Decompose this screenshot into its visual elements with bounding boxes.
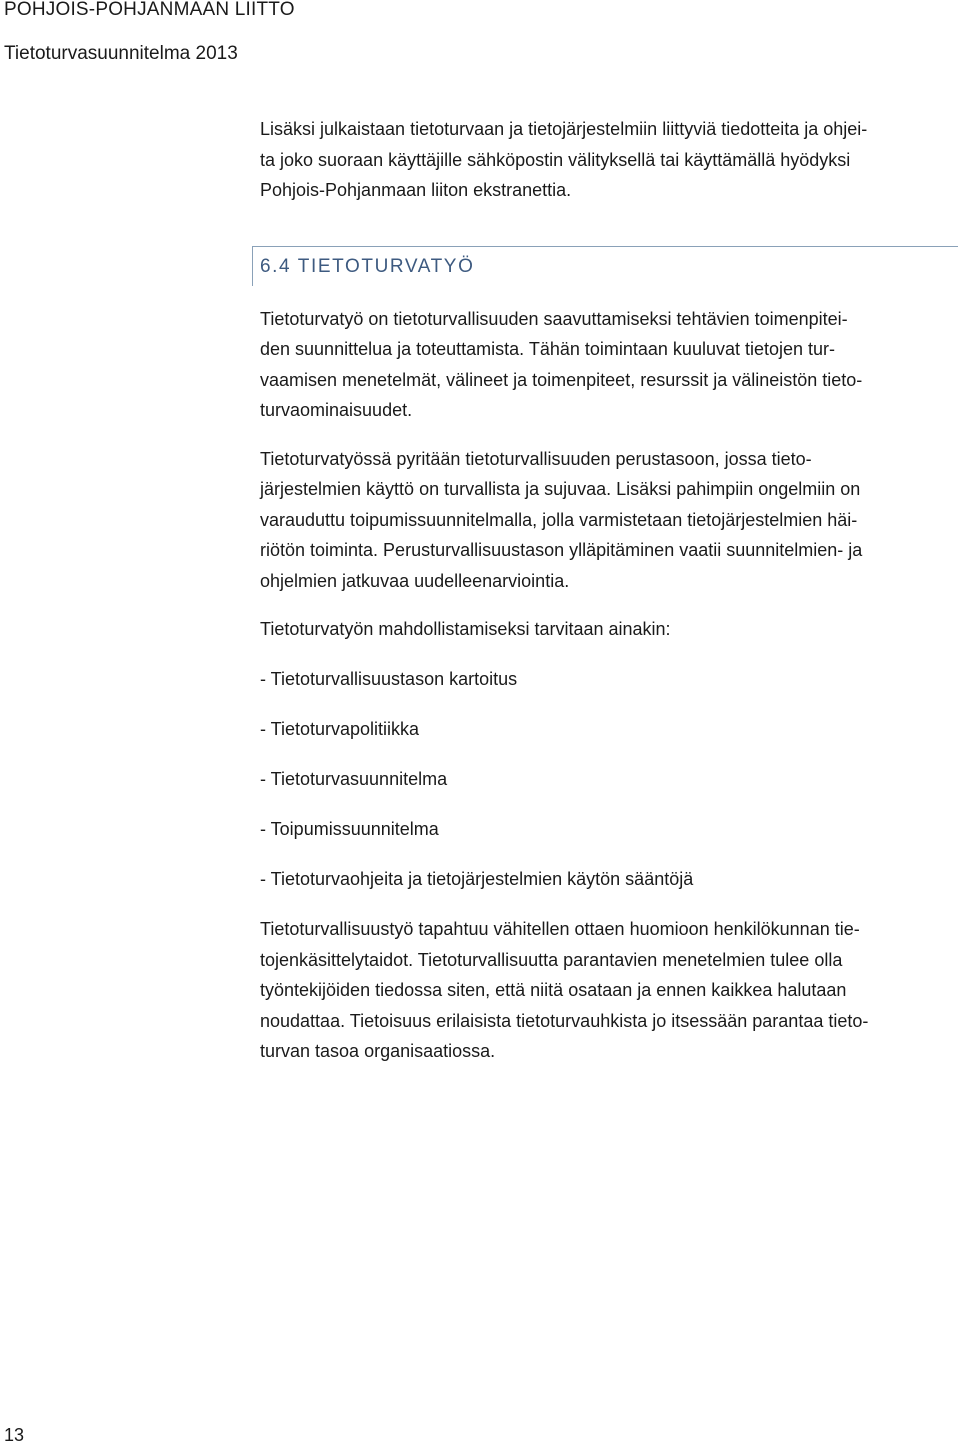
list-item: - Tietoturvallisuustason kartoitus	[260, 669, 518, 689]
list-item: - Tietoturvasuunnitelma	[260, 769, 448, 789]
text-line: Lisäksi julkaistaan tietoturvaan ja tietojärjestelmiin liittyviä tiedotteita ja ohjei-	[260, 119, 868, 139]
paragraph-1	[260, 304, 950, 426]
page-content	[260, 114, 950, 1067]
text-line: tojenkäsittelytaidot. Tietoturvallisuutta parantavien menetelmien tulee olla	[260, 949, 843, 970]
text-line: Tietoturvatyö on tietoturvallisuuden saavuttamiseksi tehtävien toimenpitei-	[260, 308, 848, 329]
section-heading-block	[260, 252, 950, 286]
intro-paragraph	[260, 114, 950, 206]
section-heading	[260, 252, 474, 283]
organization-name: POHJOIS-POHJANMAAN LIITTO	[4, 0, 295, 20]
heading-rule-vertical	[252, 246, 253, 286]
section-title: TIETOTURVATYÖ	[297, 255, 475, 277]
text-line: Tietoturvatyössä pyritään tietoturvallisuuden perustasoon, jossa tieto-	[260, 448, 812, 469]
text-line: ta joko suoraan käyttäjille sähköpostin välityksellä tai käyttämällä hyödyksi	[260, 149, 851, 170]
text-line: riötön toiminta. Perusturvallisuustason ylläpitäminen vaatii suunnitelmien- ja	[260, 540, 863, 560]
section-number: 6.4	[260, 255, 292, 277]
paragraph-2	[260, 444, 950, 597]
text-line: työntekijöiden tiedossa siten, että niitä osataan ja ennen kaikkea halutaan	[260, 980, 847, 1000]
document-title: Tietoturvasuunnitelma 2013	[4, 43, 238, 64]
page-number: 13	[4, 1425, 25, 1445]
list-item: - Tietoturvapolitiikka	[260, 719, 420, 739]
text-line: varauduttu toipumissuunnitelmalla, jolla varmistetaan tietojärjestelmien häi-	[260, 509, 858, 530]
text-line: Pohjois-Pohjanmaan liiton ekstranettia.	[260, 180, 572, 200]
text-line: turvan tasoa organisaatiossa.	[260, 1041, 496, 1061]
heading-rule-horizontal	[252, 246, 958, 247]
text-line: ohjelmien jatkuvaa uudelleenarviointia.	[260, 570, 570, 591]
paragraph-3	[260, 914, 950, 1067]
list-intro: Tietoturvatyön mahdollistamiseksi tarvitaan ainakin:	[260, 619, 671, 639]
text-line: turvaominaisuudet.	[260, 400, 413, 420]
text-line: Tietoturvallisuustyö tapahtuu vähitellen ottaen huomioon henkilökunnan tie-	[260, 919, 860, 939]
text-line: vaamisen menetelmät, välineet ja toimenpiteet, resurssit ja välineistön tieto-	[260, 369, 863, 390]
text-line: noudattaa. Tietoisuus erilaisista tietoturvauhkista jo itsessään parantaa tieto-	[260, 1010, 869, 1031]
text-line: den suunnittelua ja toteuttamista. Tähän toimintaan kuuluvat tietojen tur-	[260, 339, 836, 359]
text-line: järjestelmien käyttö on turvallista ja sujuvaa. Lisäksi pahimpiin ongelmiin on	[260, 479, 861, 499]
list-item: - Tietoturvaohjeita ja tietojärjestelmien käytön sääntöjä	[260, 869, 694, 889]
list-item: - Toipumissuunnitelma	[260, 819, 439, 839]
